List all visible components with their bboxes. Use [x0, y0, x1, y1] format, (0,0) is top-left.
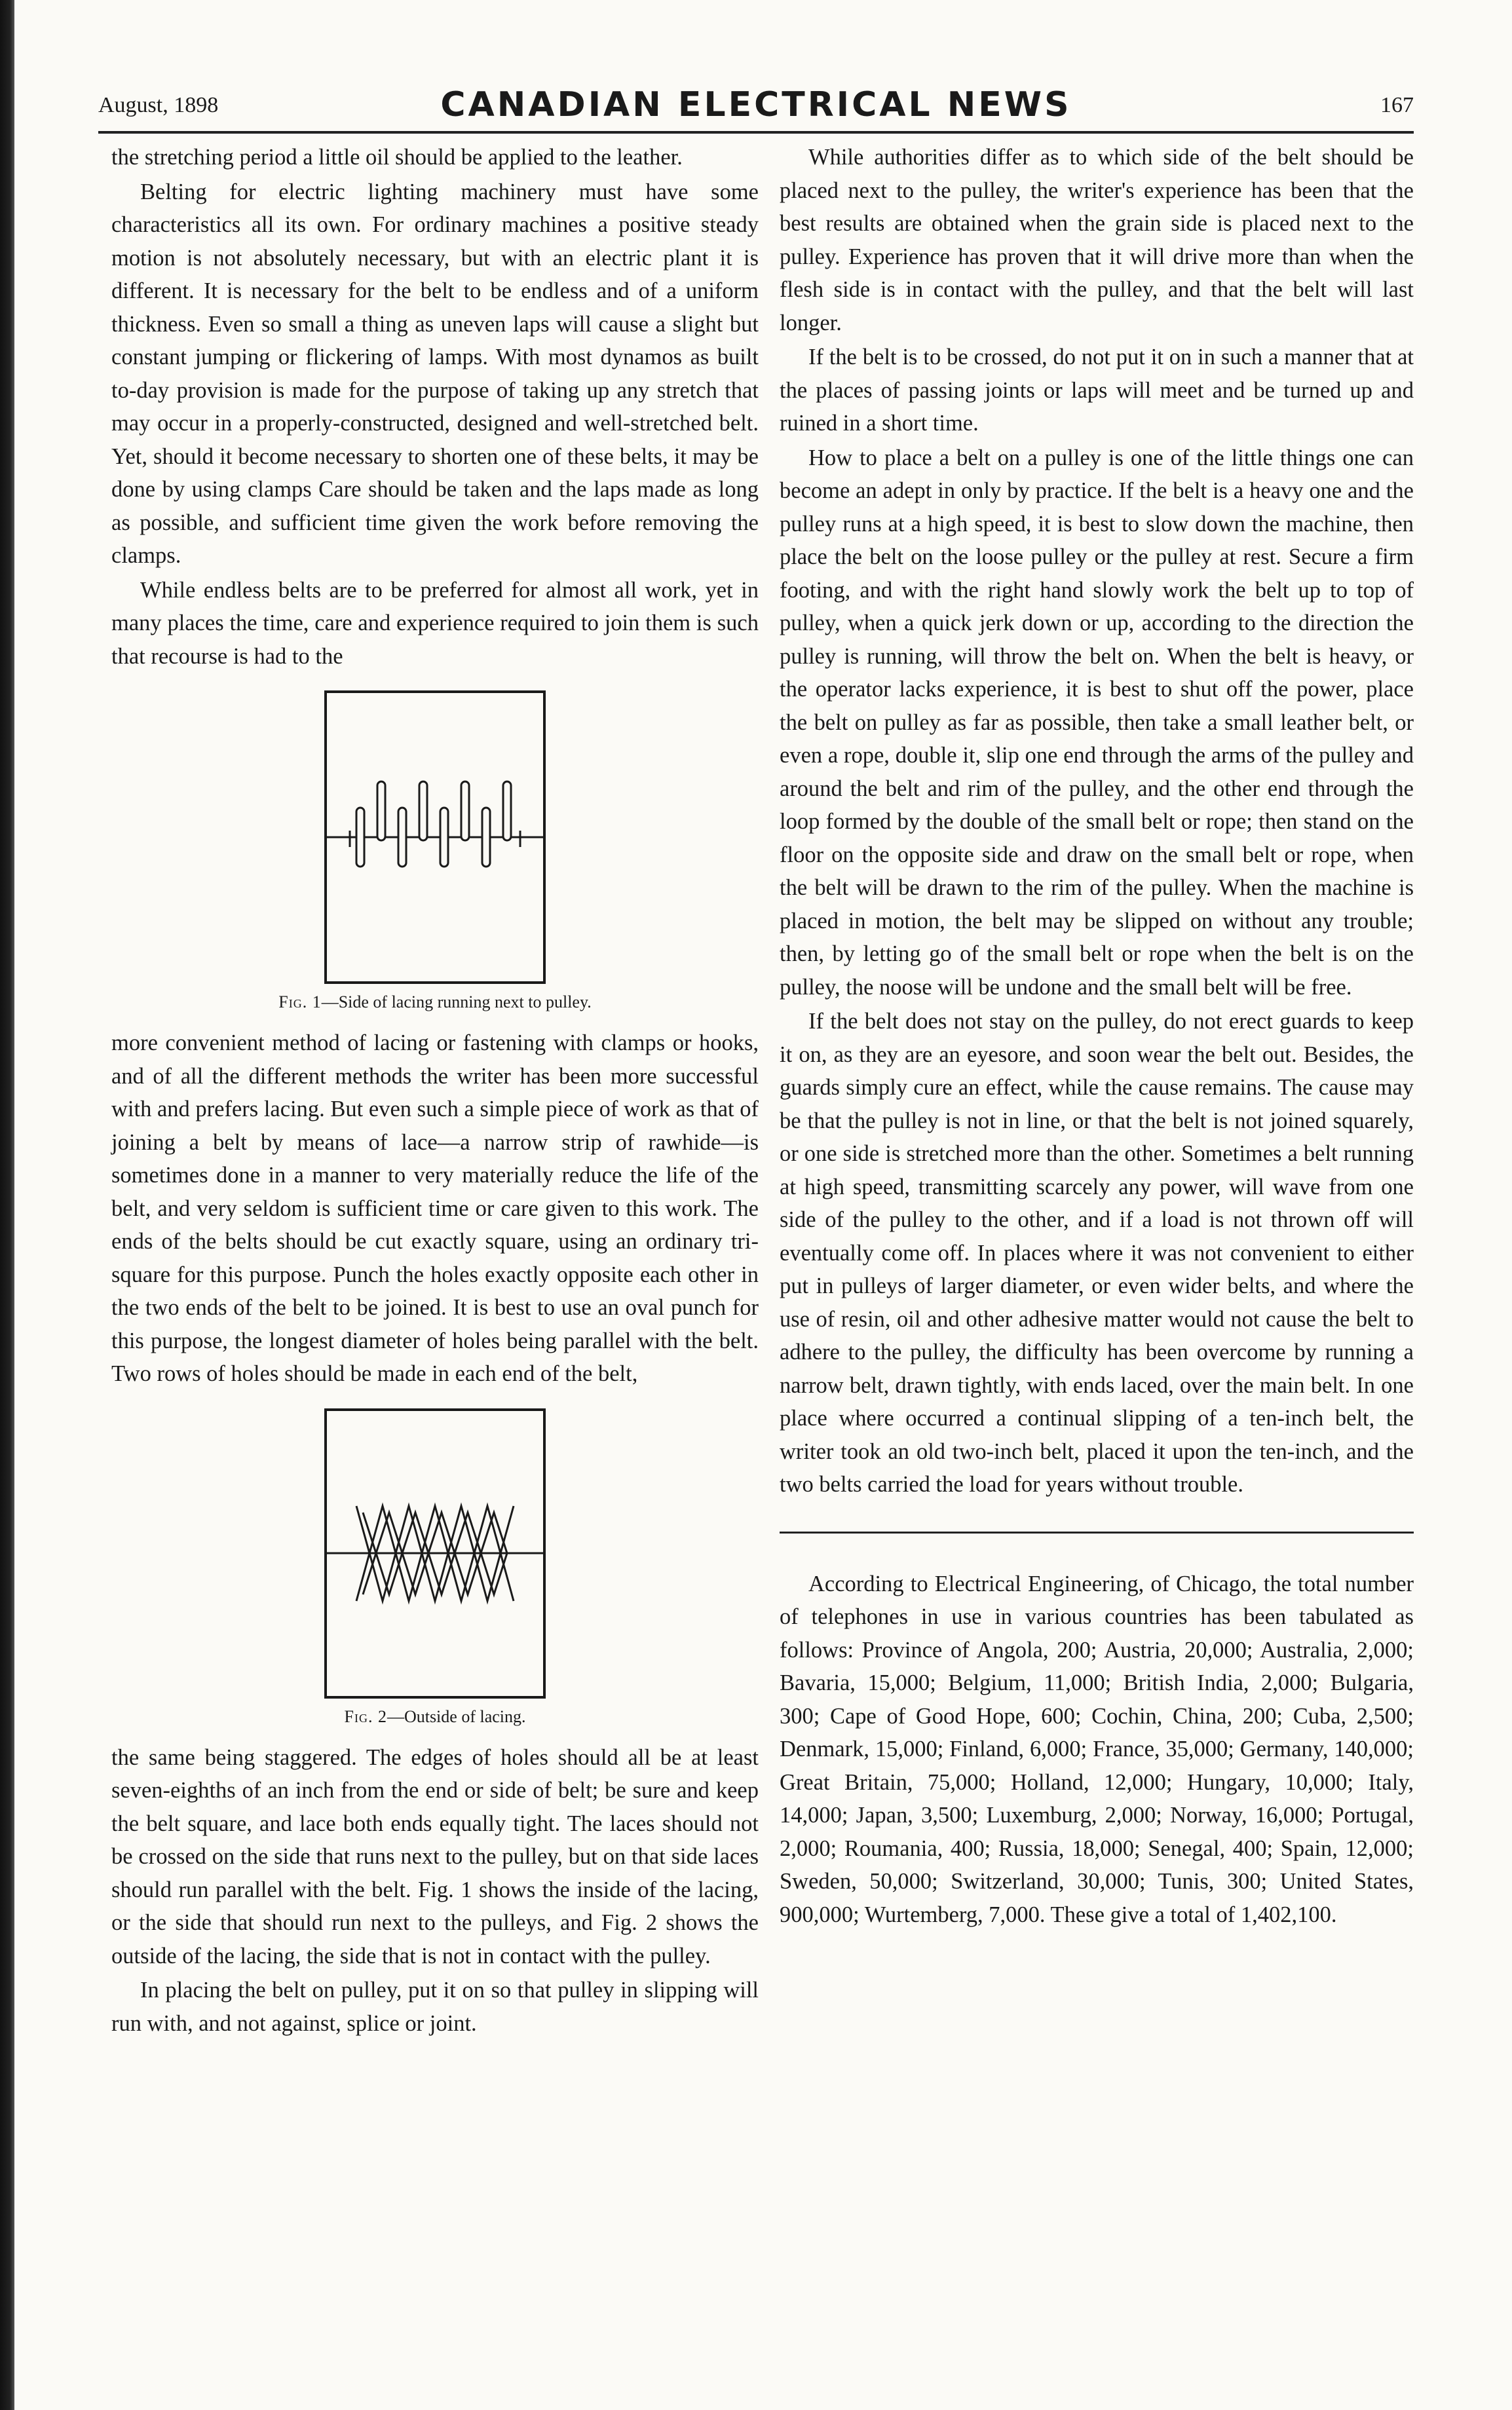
lacing-outside-illustration: [324, 1408, 546, 1699]
figure-1-caption-text: —Side of lacing running next to pulley.: [321, 992, 592, 1011]
right-column: [780, 141, 1414, 1931]
paragraph: How to place a belt on a pulley is one of the little things one can become an adept in only by practice. If the belt is a heavy one and the pulley runs at a high speed, it is best to slow down the machine, then place the belt on the loose pulley or the pulley at rest. Secure a firm footing, and with the right hand slowly work the belt up to top of pulley, when a quick jerk down or up, according to the direction the pulley is running, will throw the belt on. When the belt is heavy, or the operator lacks experience, it is best to shut off the power, place the belt on pulley as far as possible, then take a small leather belt, or even a rope, double it, slip one end through the arms of the pulley and around the belt and rim of the pulley, and the other end through the loop formed by the double of the small belt or rope; then stand on the floor on the opposite side and draw on the small belt or rope, when the belt will be drawn to the rim of the pulley. When the machine is placed in motion, the belt may be slipped on without any trouble; then, by letting go of the small belt or rope when the belt is on the pulley, the noose will be undone and the small belt will be free.: [780, 445, 1414, 1000]
figure-2-caption: [111, 1706, 759, 1728]
figure-1-label: Fig. 1: [278, 992, 322, 1011]
figure-2-label: Fig. 2: [344, 1706, 387, 1726]
figure-1-caption: [111, 991, 759, 1013]
figure-2: [111, 1408, 759, 1728]
lacing-inside-illustration: [324, 690, 546, 985]
paragraph: Belting for electric lighting machinery must have some characteristics all its own. For ordinary machines a positive steady motion is not absolutely necessary, but with an electric plant it is different. It is necessary for the belt to be endless and of a uniform thickness. Even so small a thing as uneven laps will cause a slight but constant jumping or flickering of lamps. With most dynamos as built to-day provision is made for the purpose of taking up any stretch that may occur in a properly-constructed, designed and well-stretched belt. Yet, should it become necessary to shorten one of these belts, it may be done by using clamps Care should be taken and the laps made as long as possible, and sufficient time given the work before removing the clamps.: [111, 179, 759, 568]
paragraph: the stretching period a little oil should be applied to the leather.: [111, 145, 683, 170]
paragraph: While authorities differ as to which side of the belt should be placed next to the pulley, the writer's experience has been that the best results are obtained when the grain side is placed next to the pulley. Experience has proven that it will drive more than when the flesh side is in contact with the pulley, and that the belt will last longer.: [780, 145, 1414, 335]
section-divider: [780, 1532, 1414, 1534]
paragraph: If the belt does not stay on the pulley, do not erect guards to keep it on, as they are an eyesore, and soon wear the belt out. Besides, the guards simply cure an effect, while the cause remains. The cause may be that the pulley is not in line, or that the belt is not joined squarely, or one side is stretched more than the other. Sometimes a belt running at high speed, transmitting scarcely any power, will wave from one side of the pulley to the other, and if a load is not thrown off will eventually come off. In places where it was not convenient to either put in pulleys of larger diameter, or even wider belts, and where the use of resin, oil and other adhesive matter would not cause the belt to adhere to the pulley, the difficulty has been overcome by running a narrow belt, drawn tightly, with ends laced, over the main belt. In one place where occurred a continual slipping of a ten-inch belt, the writer took an old two-inch belt, placed it upon the ten-inch, and the two belts carried the load for years without trouble.: [780, 1009, 1414, 1497]
masthead: CANADIAN ELECTRICAL NEWS: [440, 85, 1072, 124]
figure-1: [111, 690, 759, 1013]
page-number: 167: [1380, 93, 1414, 117]
page-header: [98, 79, 1414, 134]
issue-date: August, 1898: [98, 93, 219, 117]
paragraph: In placing the belt on pulley, put it on so that pulley in slipping will run with, and not against, splice or joint.: [111, 1978, 759, 2036]
paragraph: While endless belts are to be preferred for almost all work, yet in many places the time, care and experience required to join them is such that recourse is had to the: [111, 577, 759, 669]
figure-2-caption-text: —Outside of lacing.: [387, 1706, 526, 1726]
paragraph: According to Electrical Engineering, of Chicago, the total number of telephones in use in various countries has been tabulated as follows: Province of Angola, 200; Austria, 20,000; Australia, 2,000; Bavaria, 15,000; Belgium, 11,000; British India, 2,000; Bulgaria, 300; Cape of Good Hope, 600; Cochin, China, 200; Cuba, 2,500; Denmark, 15,000; Finland, 6,000; France, 35,000; Germany, 140,000; Great Britain, 75,000; Holland, 12,000; Hungary, 10,000; Italy, 14,000; Japan, 3,500; Luxemburg, 2,000; Norway, 16,000; Portugal, 2,000; Roumania, 400; Russia, 18,000; Senegal, 400; Spain, 12,000; Sweden, 50,000; Switzerland, 30,000; Tunis, 300; United States, 900,000; Wurtemberg, 7,000. These give a total of 1,402,100.: [780, 1571, 1414, 1927]
paragraph: If the belt is to be crossed, do not put it on in such a manner that at the places of passing joints or laps will meet and be turned up and ruined in a short time.: [780, 345, 1414, 436]
left-column: [111, 141, 759, 2040]
page-spine-shadow: [0, 0, 14, 2410]
paragraph: more convenient method of lacing or fastening with clamps or hooks, and of all the different methods the writer has been more successful with and prefers lacing. But even such a simple piece of work as that of joining a belt by means of lace—a narrow strip of rawhide—is sometimes done in a manner to very materially reduce the life of the belt, and very seldom is sufficient time or care given to this work. The ends of the belts should be cut exactly square, using an ordinary tri-square for this purpose. Punch the holes exactly opposite each other in the two ends of the belt to be joined. It is best to use an oval punch for this purpose, the longest diameter of holes being parallel with the belt. Two rows of holes should be made in each end of the belt,: [111, 1030, 759, 1386]
paragraph: the same being staggered. The edges of holes should all be at least seven-eighths of an inch from the end or side of belt; be sure and keep the belt square, and lace both ends equally tight. The laces should not be crossed on the side that runs next to the pulley, but on that side laces should run parallel with the belt. Fig. 1 shows the inside of the lacing, or the side that should run next to the pulleys, and Fig. 2 shows the outside of the lacing, the side that is not in contact with the pulley.: [111, 1744, 759, 1968]
